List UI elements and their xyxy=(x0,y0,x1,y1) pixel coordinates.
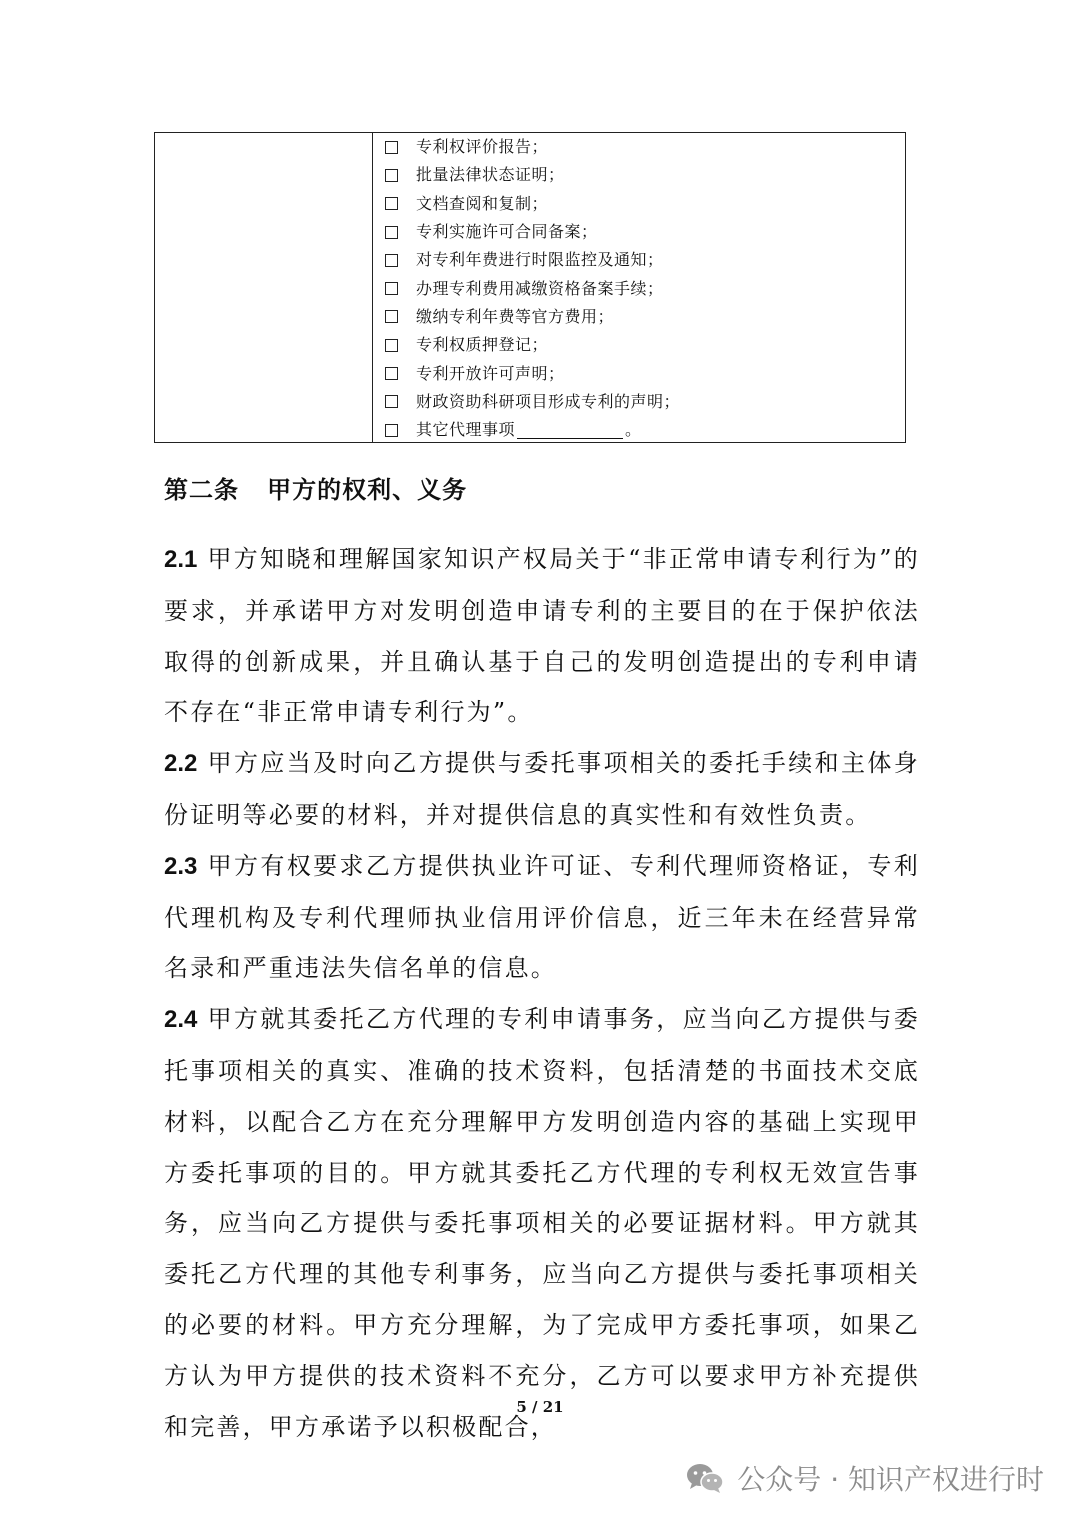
checklist-item-other xyxy=(373,416,905,444)
checklist-item-label: 财政资助科研项目形成专利的声明； xyxy=(416,391,681,411)
section-heading: 第二条 甲方的权利、义务 xyxy=(164,475,468,504)
clause-text: 甲方就其委托乙方代理的专利申请事务，应当向乙方提供与委托事项相关的真实、准确的技术资料，包括清楚的书面技术交底材料，以配合乙方在充分理解甲方发明创造内容的基础上实现甲方委托事项的目的。甲方就其委托乙方代理的专利权无效宣告事务，应当向乙方提供与委托事项相关的必要证据材料。甲方就其委托乙方代理的其他专利事务，应当向乙方提供与委托事项相关的必要的材料。甲方充分理解，为了完成甲方委托事项，如果乙方认为甲方提供的技术资料不充分，乙方可以要求甲方补充提供和完善，甲方承诺予以积极配合， xyxy=(164,1005,920,1441)
checkbox[interactable] xyxy=(385,424,398,437)
checklist-other-label: 其它代理事项 xyxy=(416,420,516,440)
checklist-item xyxy=(373,161,905,189)
clause-text: 甲方应当及时向乙方提供与委托事项相关的委托手续和主体身份证明等必要的材料，并对提供信息的真实性和有效性负责。 xyxy=(164,749,920,829)
checkbox[interactable] xyxy=(385,141,398,154)
checklist-item xyxy=(373,388,905,416)
clause-paragraph xyxy=(164,534,920,738)
checklist-item xyxy=(373,246,905,274)
checkbox[interactable] xyxy=(385,197,398,210)
checklist-item-label: 缴纳专利年费等官方费用； xyxy=(416,306,615,326)
checklist-item-label: 批量法律状态证明； xyxy=(416,165,565,185)
wechat-icon xyxy=(685,1462,725,1494)
clause-paragraph xyxy=(164,994,920,1452)
checklist-right-cell xyxy=(373,133,905,442)
checkbox[interactable] xyxy=(385,254,398,267)
checkbox[interactable] xyxy=(385,169,398,182)
clause-number: 2.1 xyxy=(164,546,198,573)
page-number: 5 / 21 xyxy=(516,1398,564,1416)
checklist-left-cell xyxy=(155,133,373,442)
section-body xyxy=(164,534,920,1452)
checklist-item xyxy=(373,274,905,302)
clause-paragraph xyxy=(164,738,920,841)
checklist-item-label: 专利权评价报告； xyxy=(416,137,549,157)
clause-text: 甲方知晓和理解国家知识产权局关于“非正常申请专利行为”的要求，并承诺甲方对发明创造申请专利的主要目的在于保护依法取得的创新成果，并且确认基于自己的发明创造提出的专利申请不存在“非正常申请专利行为”。 xyxy=(164,545,920,727)
checklist-item xyxy=(373,190,905,218)
clause-number: 2.2 xyxy=(164,750,198,778)
checklist-item-label: 专利权质押登记； xyxy=(416,335,549,355)
watermark xyxy=(685,1458,1044,1498)
clause-number: 2.3 xyxy=(164,852,198,880)
checkbox[interactable] xyxy=(385,339,398,352)
checkbox[interactable] xyxy=(385,395,398,408)
checklist-item xyxy=(373,359,905,387)
checklist-item-label: 文档查阅和复制； xyxy=(416,193,549,213)
checklist-item xyxy=(373,133,905,161)
checkbox[interactable] xyxy=(385,310,398,323)
checklist-item-label: 办理专利费用减缴资格备案手续； xyxy=(416,278,664,298)
checklist-other-suffix: 。 xyxy=(625,420,642,440)
checklist-item xyxy=(373,218,905,246)
checkbox[interactable] xyxy=(385,367,398,380)
checklist-item-label: 对专利年费进行时限监控及通知； xyxy=(416,250,664,270)
checkbox[interactable] xyxy=(385,226,398,239)
clause-text: 甲方有权要求乙方提供执业许可证、专利代理师资格证，专利代理机构及专利代理师执业信用评价信息，近三年未在经营异常名录和严重违法失信名单的信息。 xyxy=(164,851,920,983)
service-checklist-table xyxy=(154,132,906,443)
checklist-item xyxy=(373,331,905,359)
watermark-text: 公众号 · 知识产权进行时 xyxy=(737,1463,1044,1496)
checklist-item xyxy=(373,303,905,331)
checkbox[interactable] xyxy=(385,282,398,295)
clause-paragraph xyxy=(164,841,920,994)
fill-in-blank[interactable] xyxy=(517,422,623,439)
checklist-item-label: 专利实施许可合同备案； xyxy=(416,222,598,242)
checklist-item-label: 专利开放许可声明； xyxy=(416,363,565,383)
clause-number: 2.4 xyxy=(164,1006,198,1034)
